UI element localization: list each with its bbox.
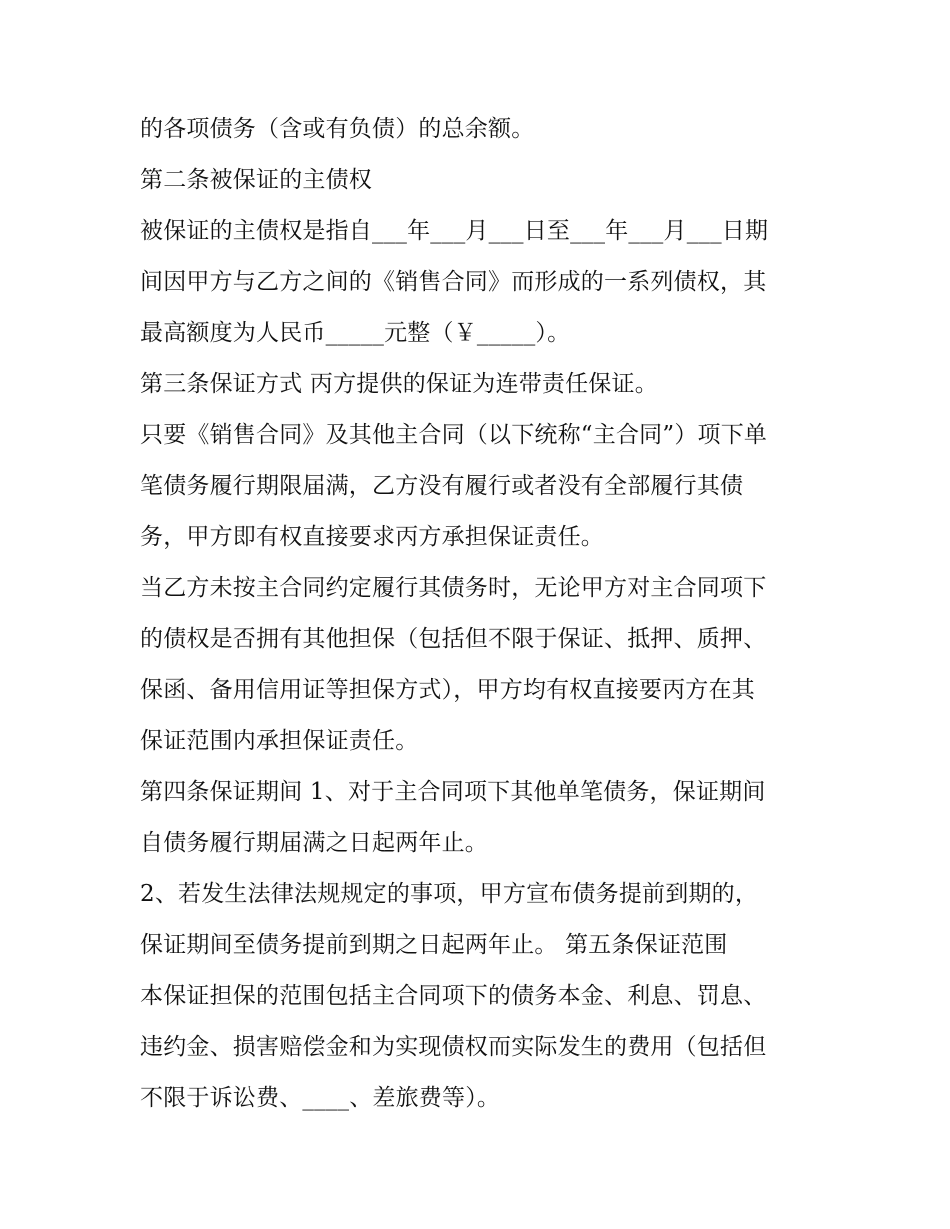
text-line: 的债权是否拥有其他担保（包括但不限于保证、抵押、质押、 [140,626,767,652]
section-heading-article-2: 第二条被保证的主债权 [140,167,372,193]
document-body [140,104,820,1124]
text-line: 笔债务履行期限届满，乙方没有履行或者没有全部履行其债 [140,473,744,499]
text-line: 被保证的主债权是指自___年___月___日至___年___月___日期 [140,218,769,244]
text-line: 最高额度为人民币_____元整（￥_____）。 [140,320,571,346]
text-line: 间因甲方与乙方之间的《销售合同》而形成的一系列债权，其 [140,269,767,295]
text-line: 保证范围内承担保证责任。 [140,728,419,754]
text-line: 自债务履行期届满之日起两年止。 [140,830,488,856]
text-line: 保证期间至债务提前到期之日起两年止。 第五条保证范围 [140,932,728,958]
text-line: 本保证担保的范围包括主合同项下的债务本金、利息、罚息、 [140,983,767,1009]
section-heading-article-3: 第三条保证方式 丙方提供的保证为连带责任保证。 [140,371,658,397]
text-line: 保函、备用信用证等担保方式），甲方均有权直接要丙方在其 [140,677,755,703]
text-line: 不限于诉讼费、____、差旅费等）。 [140,1085,501,1111]
text-line: 违约金、损害赔偿金和为实现债权而实际发生的费用（包括但 [140,1034,767,1060]
section-heading-article-4: 第四条保证期间 1、对于主合同项下其他单笔债务，保证期间 [140,779,766,805]
text-line: 的各项债务（含或有负债）的总余额。 [140,116,535,142]
text-line: 当乙方未按主合同约定履行其债务时，无论甲方对主合同项下 [140,575,767,601]
text-line: 只要《销售合同》及其他主合同（以下统称“主合同”）项下单 [140,422,768,448]
text-line: 2、若发生法律法规规定的事项，甲方宣布债务提前到期的， [140,881,759,907]
text-line: 务，甲方即有权直接要求丙方承担保证责任。 [140,524,604,550]
